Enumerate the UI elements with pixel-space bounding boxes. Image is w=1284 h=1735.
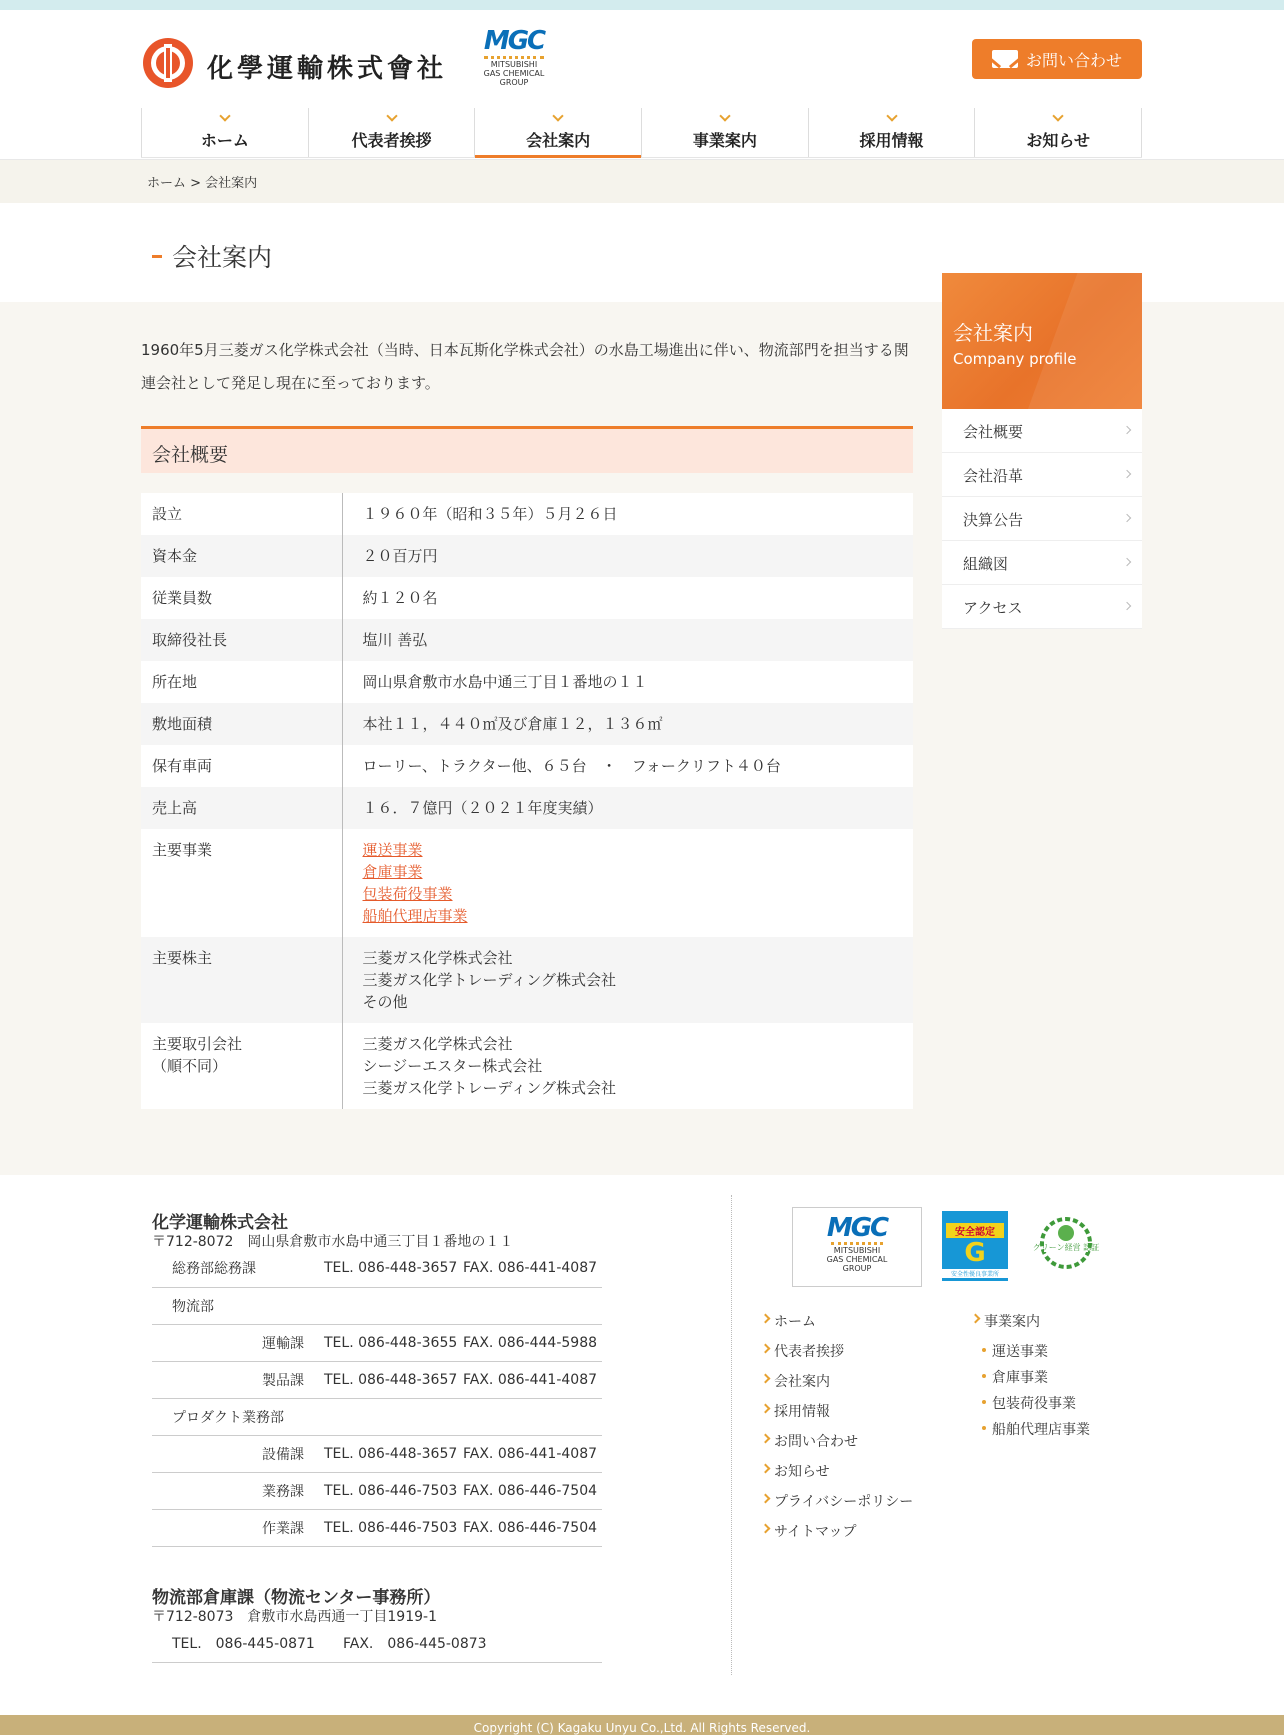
contact-fax: FAX. 086-446-7504 (463, 1472, 602, 1509)
table-row (141, 619, 913, 661)
green-badge-label: グリーン経営 認証 (1032, 1243, 1100, 1252)
contact-tel: TEL. 086-448-3657 (324, 1250, 463, 1287)
overview-heading: 会社概要 (141, 426, 913, 473)
row-label (141, 937, 342, 1023)
row-label-text: 主要株主 (152, 949, 213, 967)
row-value (342, 1023, 913, 1109)
row-label-text: 資本金 (152, 547, 198, 565)
contact-tel: TEL. 086-448-3657 (324, 1361, 463, 1398)
nav-item-label: 採用情報 (859, 131, 924, 150)
row-value (342, 745, 913, 787)
row-label (141, 1023, 342, 1109)
shareholder-name: 三菱ガス化学株式会社 (362, 949, 513, 967)
footer-business-link[interactable]: 船舶代理店事業 (972, 1419, 1090, 1445)
row-label-text: 設立 (152, 505, 183, 523)
nav-item-label: 代表者挨拶 (351, 131, 432, 150)
footer-warehouse-address: 〒712-8073 倉敷市水島西通一丁目1919-1 (152, 1609, 437, 1625)
table-row (141, 787, 913, 829)
company-logo-icon[interactable] (141, 36, 195, 90)
contact-dept: プロダクト業務部 (152, 1398, 602, 1435)
nav-item[interactable] (141, 108, 308, 157)
chevron-down-icon (1053, 110, 1064, 121)
footer-company-name: 化学運輸株式会社 (152, 1213, 288, 1233)
shareholder-name: 三菱ガス化学トレーディング株式会社 (362, 971, 617, 989)
chevron-down-icon (553, 110, 564, 121)
footer-address: 〒712-8072 岡山県倉敷市水島中通三丁目１番地の１１ (152, 1234, 514, 1250)
table-row (141, 703, 913, 745)
chevron-down-icon (219, 110, 230, 121)
sidebar-title-ja: 会社案内 (953, 321, 1033, 345)
sidebar-title-en: Company profile (953, 350, 1077, 368)
row-label-text: 売上高 (152, 799, 198, 817)
green-laurel-icon (1030, 1211, 1102, 1279)
nav-item[interactable] (808, 108, 975, 157)
business-link[interactable]: 船舶代理店事業 (362, 907, 468, 925)
safety-badge-caption: 安全性優良事業所 (942, 1269, 1008, 1278)
row-value-text: 岡山県倉敷市水島中通三丁目１番地の１１ (362, 673, 648, 691)
warehouse-tel: TEL. 086-445-0871 (152, 1625, 343, 1662)
client-name: シージーエスター株式会社 (362, 1057, 543, 1075)
contact-fax: FAX. 086-444-5988 (463, 1324, 602, 1361)
contact-section: 製品課 (152, 1361, 324, 1398)
contact-tel: TEL. 086-446-7503 (324, 1472, 463, 1509)
table-row (152, 1435, 602, 1472)
sidebar-menu-item[interactable]: 決算公告 (942, 497, 1142, 541)
row-label (141, 661, 342, 703)
mgc-logo-sub: GROUP (499, 78, 529, 87)
contact-fax: FAX. 086-446-7504 (463, 1509, 602, 1546)
contact-button[interactable] (972, 39, 1142, 79)
row-value (342, 535, 913, 577)
mgc-logo (478, 26, 550, 96)
nav-item-label: 事業案内 (692, 131, 757, 150)
footer-link[interactable]: プライバシーポリシー (762, 1491, 913, 1521)
footer-warehouse-name: 物流部倉庫課（物流センター事務所） (152, 1588, 441, 1608)
mgc-logo-mark: MGC (826, 1213, 888, 1243)
row-value-text: ２０百万円 (362, 547, 438, 565)
mgc-logo-sub: GAS CHEMICAL (483, 69, 545, 78)
row-label-text: 従業員数 (152, 589, 213, 607)
row-value-text: １６．７億円（２０２１年度実績） (362, 799, 603, 817)
table-row (152, 1250, 602, 1287)
safety-badge-title: 安全認定 (946, 1223, 1004, 1238)
nav-item[interactable] (474, 108, 641, 157)
mgc-logo-sub: MITSUBISHI (490, 60, 538, 69)
mail-icon (992, 50, 1018, 68)
row-label-note: （順不同） (152, 1057, 228, 1075)
intro-text: 1960年5月三菱ガス化学株式会社（当時、日本瓦斯化学株式会社）の水島工場進出に伴い、物流部門を担当する関連会社として発足し現在に至っております。 (141, 341, 909, 392)
row-label (141, 703, 342, 745)
shareholder-name: その他 (362, 993, 408, 1011)
chevron-down-icon (386, 110, 397, 121)
row-label (141, 787, 342, 829)
top-accent-bar (0, 0, 1284, 10)
row-label-text: 主要事業 (152, 841, 213, 859)
row-label (141, 829, 342, 937)
footer-business-link[interactable]: 包装荷役事業 (972, 1393, 1090, 1419)
row-label-text: 主要取引会社 (152, 1035, 243, 1053)
footer-link[interactable]: サイトマップ (762, 1521, 913, 1551)
footer-link-business[interactable]: 事業案内 (972, 1311, 1090, 1341)
footer (0, 1175, 1284, 1715)
contact-dept: 物流部 (152, 1287, 602, 1324)
client-name: 三菱ガス化学株式会社 (362, 1035, 513, 1053)
row-label-text: 敷地面積 (152, 715, 213, 733)
safety-certification-badge (942, 1211, 1008, 1281)
table-row (152, 1472, 602, 1509)
page-title-text: 会社案内 (172, 243, 273, 272)
footer-business-nav (972, 1311, 1090, 1445)
table-row (141, 1023, 913, 1109)
contact-section: 業務課 (152, 1472, 324, 1509)
table-row (152, 1361, 602, 1398)
contact-section: 運輸課 (152, 1324, 324, 1361)
row-label-text: 取締役社長 (152, 631, 228, 649)
copyright-bar (0, 1715, 1284, 1735)
footer-warehouse-table (152, 1625, 602, 1663)
footer-mgc-logo[interactable] (792, 1207, 922, 1287)
chevron-down-icon (886, 110, 897, 121)
row-label-text: 所在地 (152, 673, 198, 691)
row-value-text: １９６０年（昭和３５年）５月２６日 (362, 505, 618, 523)
row-label (141, 493, 342, 535)
footer-link[interactable]: お知らせ (762, 1461, 913, 1491)
sidebar-menu-item[interactable]: 組織図 (942, 541, 1142, 585)
table-row (141, 745, 913, 787)
row-value (342, 829, 913, 937)
nav-item[interactable] (974, 108, 1142, 157)
nav-item[interactable] (641, 108, 808, 157)
contact-tel: TEL. 086-448-3655 (324, 1324, 463, 1361)
sidebar-menu-item[interactable]: アクセス (942, 585, 1142, 629)
row-value (342, 703, 913, 745)
row-label (141, 577, 342, 619)
row-label-text: 保有車両 (152, 757, 213, 775)
nav-item[interactable] (308, 108, 475, 157)
green-management-badge (1030, 1211, 1102, 1279)
mgc-logo-mark: MGC (483, 26, 545, 56)
table-row (141, 535, 913, 577)
contact-button-label: お問い合わせ (1025, 50, 1122, 70)
row-value-text: 本社１１，４４０㎡及び倉庫１２，１３６㎡ (362, 715, 663, 733)
breadcrumb-bar (0, 160, 1284, 203)
row-value-text: 約１２０名 (362, 589, 438, 607)
nav-item-label: ホーム (200, 131, 249, 150)
contact-tel: TEL. 086-446-7503 (324, 1509, 463, 1546)
table-row (152, 1509, 602, 1546)
row-label (141, 745, 342, 787)
row-label (141, 619, 342, 661)
footer-business-link[interactable]: 運送事業 (972, 1341, 1090, 1367)
table-row (141, 829, 913, 937)
page-title (152, 238, 272, 274)
table-row (141, 493, 913, 535)
business-link[interactable]: 包装荷役事業 (362, 885, 453, 903)
contact-tel: TEL. 086-448-3657 (324, 1435, 463, 1472)
footer-divider (731, 1195, 732, 1675)
row-label (141, 535, 342, 577)
footer-link[interactable]: ホーム (762, 1311, 913, 1341)
row-value (342, 577, 913, 619)
row-value (342, 493, 913, 535)
contact-section: 作業課 (152, 1509, 324, 1546)
contact-fax: FAX. 086-441-4087 (463, 1250, 602, 1287)
row-value-text: 塩川 善弘 (362, 631, 428, 649)
mgc-logo-sub: GAS CHEMICAL (826, 1255, 888, 1264)
table-row (141, 937, 913, 1023)
client-name: 三菱ガス化学トレーディング株式会社 (362, 1079, 617, 1097)
footer-contact-table (152, 1250, 602, 1547)
chevron-down-icon (719, 110, 730, 121)
table-row (152, 1324, 602, 1361)
nav-item-label: 会社案内 (526, 131, 591, 150)
row-value (342, 661, 913, 703)
table-row (152, 1398, 602, 1435)
footer-link[interactable]: 会社案内 (762, 1371, 913, 1401)
table-row (141, 577, 913, 619)
table-row (152, 1625, 602, 1662)
contact-section: 設備課 (152, 1435, 324, 1472)
sidebar-header (942, 273, 1142, 409)
contact-dept: 総務部総務課 (152, 1250, 324, 1287)
business-link[interactable]: 運送事業 (362, 841, 423, 859)
safety-badge-mark: G (964, 1238, 986, 1268)
company-overview-table (141, 493, 913, 1109)
mgc-logo-sub: GROUP (842, 1264, 872, 1273)
global-nav (141, 108, 1142, 158)
row-value (342, 619, 913, 661)
contact-fax: FAX. 086-441-4087 (463, 1435, 602, 1472)
footer-link[interactable]: 採用情報 (762, 1401, 913, 1431)
footer-nav (762, 1311, 913, 1551)
copyright-text: Copyright (C) Kagaku Unyu Co.,Ltd. All Rights Reserved. (473, 1721, 811, 1735)
row-value-text: ローリー、トラクター他、６５台 ・ フォークリフト４０台 (362, 757, 781, 775)
footer-business-link[interactable]: 倉庫事業 (972, 1367, 1090, 1393)
breadcrumb[interactable]: ホーム > 会社案内 (147, 176, 258, 191)
warehouse-fax: FAX. 086-445-0873 (343, 1625, 602, 1662)
table-row (141, 661, 913, 703)
footer-link[interactable]: 代表者挨拶 (762, 1341, 913, 1371)
sidebar-menu-item[interactable]: 会社沿革 (942, 453, 1142, 497)
business-link[interactable]: 倉庫事業 (362, 863, 423, 881)
mgc-logo-sub: MITSUBISHI (833, 1246, 881, 1255)
title-dash (152, 255, 162, 258)
sidebar-menu-item[interactable]: 会社概要 (942, 409, 1142, 453)
row-value (342, 787, 913, 829)
company-name[interactable]: 化學運輸株式會社 (207, 54, 448, 84)
contact-fax: FAX. 086-441-4087 (463, 1361, 602, 1398)
sidebar-menu (942, 409, 1142, 629)
row-value (342, 937, 913, 1023)
footer-link[interactable]: お問い合わせ (762, 1431, 913, 1461)
nav-item-label: お知らせ (1026, 131, 1090, 150)
table-row (152, 1287, 602, 1324)
